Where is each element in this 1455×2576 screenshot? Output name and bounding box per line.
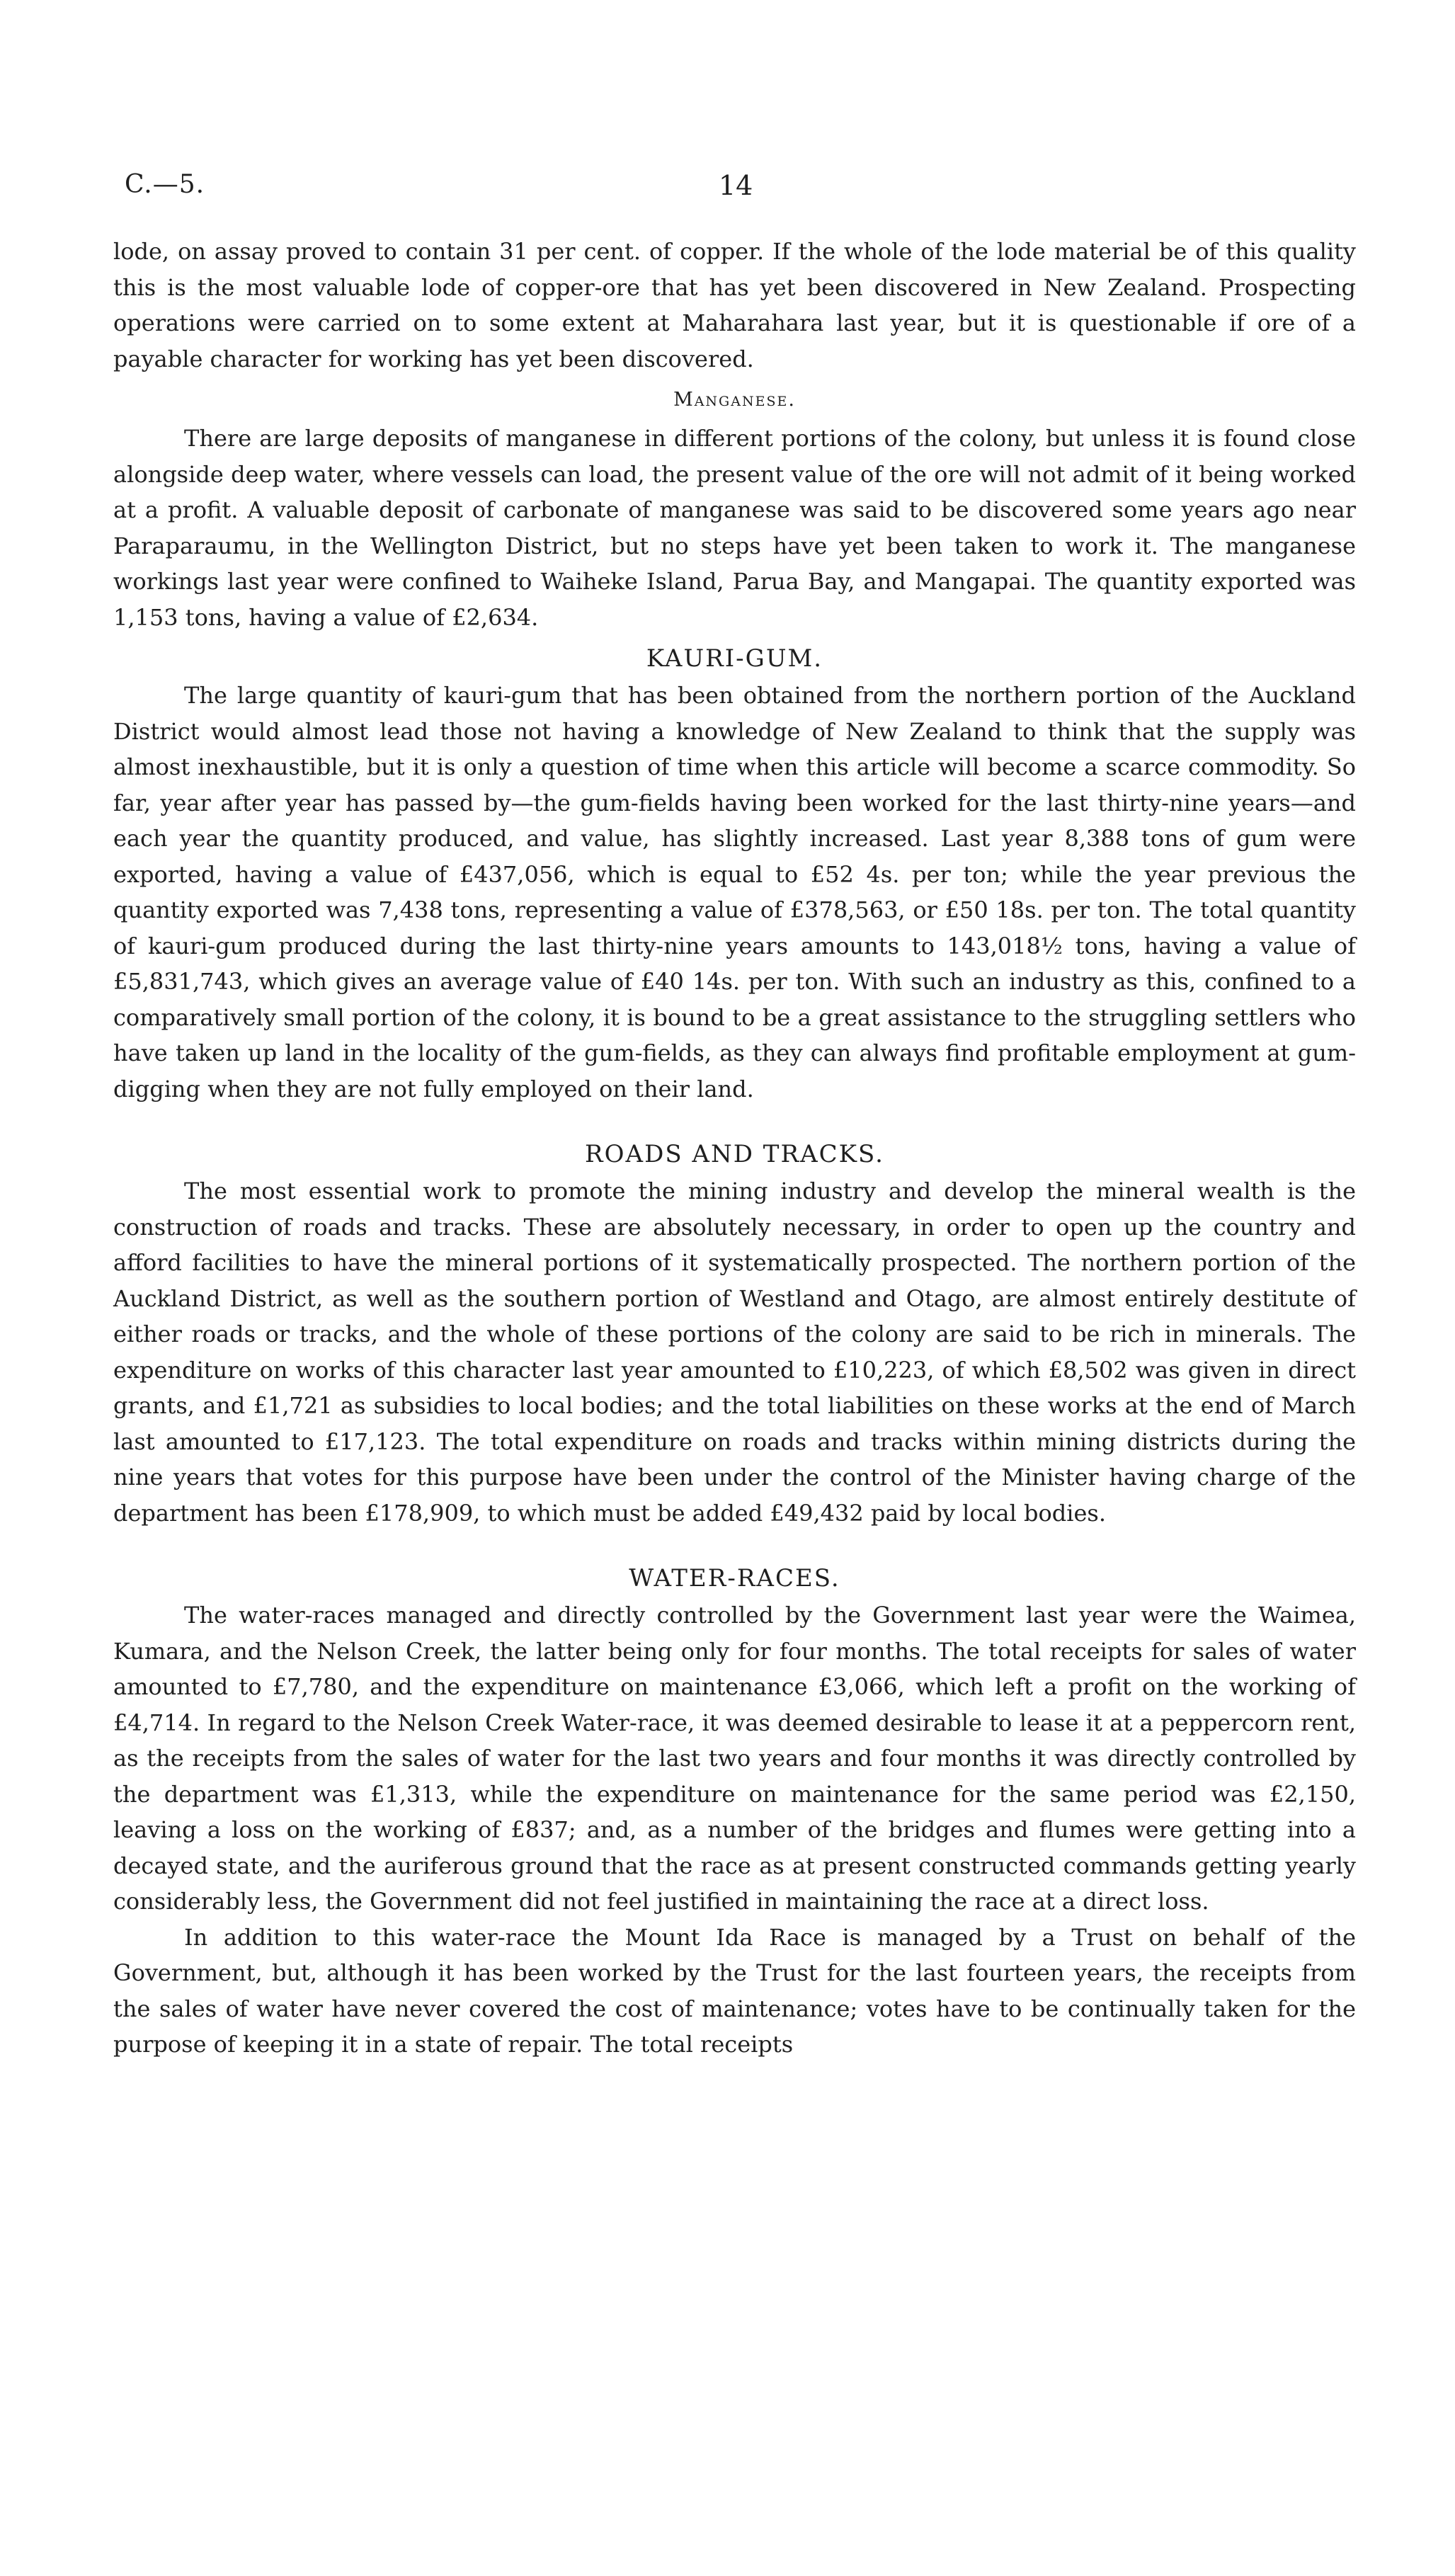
body-text (113, 234, 1356, 2063)
water-races-paragraph-2: In addition to this water-race the Mount Ida Race is managed by a Trust on behalf of the Government, but, although it has been worked by the Trust for the last fourteen years, the receipts from the sales of water have never covered the cost of maintenance; votes have to be continually taken for the purpose of keeping it in a state of repair. The total receipts (113, 1923, 1356, 2058)
kauri-gum-heading: KAURI-GUM. (646, 644, 823, 673)
water-races-heading: WATER-RACES. (629, 1564, 840, 1592)
document-page (113, 142, 1356, 2058)
water-races-paragraph-1: The water-races managed and directly controlled by the Government last year were the Waimea, Kumara, and the Nelson Creek, the latter being only for four months. The total receipts for sales of water amounted to £7,780, and the expenditure on maintenance £3,066, which left a profit on the working of £4,714. In regard to the Nelson Creek Water-race, it was deemed desirable to lease it at a peppercorn rent, as the receipts from the sales of water for the last two years and four months it was directly controlled by the department was £1,313, while the expenditure on maintenance for the same period was £2,150, leaving a loss on the working of £837; and, as a number of the bridges and flumes were getting into a decayed state, and the auriferous ground that the race as at present constructed commands getting yearly considerably less, the Government did not feel justified in maintaining the race at a direct loss. (113, 1602, 1356, 1915)
roads-and-tracks-heading: ROADS AND TRACKS. (585, 1140, 884, 1168)
kauri-gum-paragraph: The large quantity of kauri-gum that has been obtained from the northern portion of the Auckland District would almost lead those not having a knowledge of New Zealand to think that the supply was almost inexhaustible, but it is only a question of time when this article will become a scarce commodity. So far, year after year has passed by—the gum-fields having been worked for the last thirty-nine years—and each year the quantity produced, and value, has slightly increased. Last year 8,388 tons of gum were exported, having a value of £437,056, which is equal to £52 4s. per ton; while the year previous the quantity exported was 7,438 tons, representing a value of £378,563, or £50 18s. per ton. The total quantity of kauri-gum produced during the last thirty-nine years amounts to 143,018½ tons, having a value of £5,831,743, which gives an average value of £40 14s. per ton. With such an industry as this, confined to a comparatively small portion of the colony, it is bound to be a great assistance to the struggling settlers who have taken up land in the locality of the gum-fields, as they can always find profitable employment at gum-digging when they are not fully employed on their land. (113, 682, 1356, 1102)
copper-continuation-paragraph: lode, on assay proved to contain 31 per cent. of copper. If the whole of the lode material be of this quality this is the most valuable lode of copper-ore that has yet been discovered in New Zealand. Prospecting operations were carried on to some extent at Maharahara last year, but it is questionable if ore of a payable character for working has yet been discovered. (113, 238, 1356, 372)
document-reference: C.—5. (125, 170, 205, 199)
manganese-heading: Manganese. (673, 389, 796, 411)
running-header (113, 142, 1356, 201)
page-number: 14 (719, 170, 753, 201)
manganese-paragraph: There are large deposits of manganese in different portions of the colony, but unless it is found close alongside deep water, where vessels can load, the present value of the ore will not admit of it being worked at a profit. A valuable deposit of carbonate of manganese was said to be discovered some years ago near Paraparaumu, in the Wellington District, but no steps have yet been taken to work it. The manganese workings last year were confined to Waiheke Island, Parua Bay, and Mangapai. The quantity exported was 1,153 tons, having a value of £2,634. (113, 425, 1356, 631)
roads-and-tracks-paragraph: The most essential work to promote the mining industry and develop the mineral wealth is the construction of roads and tracks. These are absolutely necessary, in order to open up the country and afford facilities to have the mineral portions of it systematically prospected. The northern portion of the Auckland District, as well as the southern portion of Westland and Otago, are almost entirely destitute of either roads or tracks, and the whole of these portions of the colony are said to be rich in minerals. The expenditure on works of this character last year amounted to £10,223, of which £8,502 was given in direct grants, and £1,721 as subsidies to local bodies; and the total liabilities on these works at the end of March last amounted to £17,123. The total expenditure on roads and tracks within mining districts during the nine years that votes for this purpose have been under the control of the Minister having charge of the department has been £178,909, to which must be added £49,432 paid by local bodies. (113, 1178, 1356, 1527)
